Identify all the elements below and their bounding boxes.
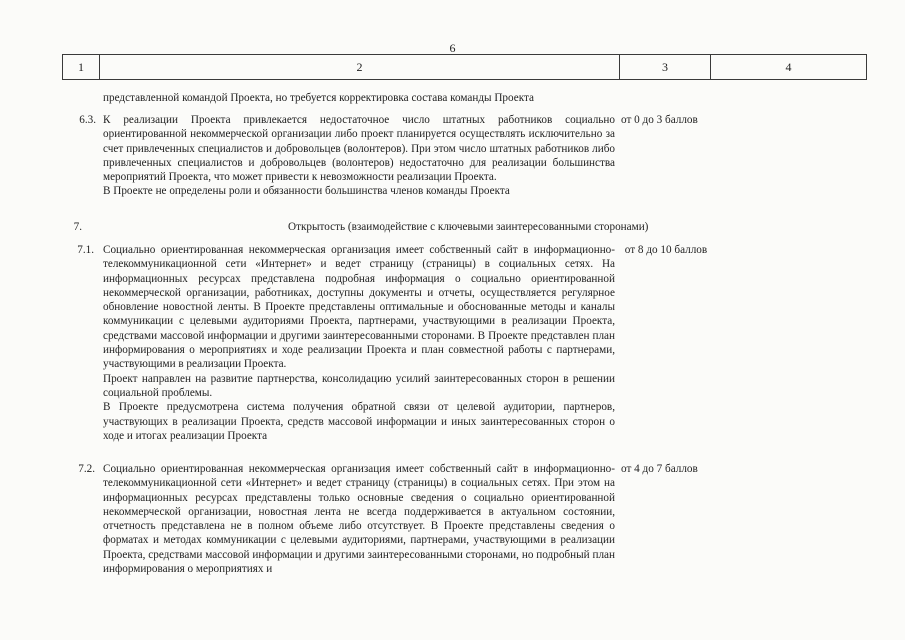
criterion-number: 7.2. (78, 463, 95, 475)
column-header-table (62, 54, 867, 80)
criterion-description (103, 243, 615, 443)
criterion-score: от 0 до 3 баллов (621, 114, 698, 126)
criterion-score: от 4 до 7 баллов (621, 463, 698, 475)
criterion-description (103, 462, 615, 576)
criterion-number: 7.1. (77, 244, 94, 256)
criterion-score: от 8 до 10 баллов (624, 244, 708, 256)
column-header-2: 2 (100, 55, 620, 80)
section-title: Открытость (взаимодействие с ключевыми заинтересованными сторонами) (288, 221, 649, 233)
paragraph: В Проекте предусмотрена система получения обратной связи от целевой аудитории, партнеров, участвующих в реализации Проекта, средств массовой информации и иных заинтересованных сторон о ходе и итогах реализации Проекта (103, 401, 615, 442)
criterion-description (103, 113, 615, 199)
paragraph: К реализации Проекта привлекается недостаточное число штатных работников социально ориентированной некоммерческой организации либо проект планируется осуществлять исключительно за счет привлеченных специалистов и добровольцев (волонтеров). При этом число штатных работников либо привлеченных специалистов и добровольцев (волонтеров) недостаточно для реализации большинства мероприятий Проекта, что может привести к невозможности реализации Проекта. (103, 114, 615, 184)
column-header-3: 3 (620, 55, 711, 80)
column-header-4: 4 (711, 55, 867, 80)
column-header-1: 1 (63, 55, 100, 80)
criterion-number: 6.3. (79, 114, 96, 126)
page-number: 6 (449, 41, 456, 55)
paragraph: Социально ориентированная некоммерческая организация имеет собственный сайт в информационно-телекоммуникационной сети «Интернет» и ведет страницу (страницы) в социальных сетях. При этом на информационных ресурсах представлены только основные сведения о социально ориентированной некоммерческой организации, новостная лента не всегда поддерживается в актуальном состоянии, отчетность представлена не в полном объеме либо отсутствует. В Проекте представлены сведения о форматах и методах коммуникации с целевыми аудиториями, партнерами, участвующими в реализации Проекта, средствами массовой информации и другими заинтересованными сторонами, но подробный план информирования о мероприятиях и (103, 463, 615, 576)
paragraph: В Проекте не определены роли и обязанности большинства членов команды Проекта (103, 185, 510, 198)
paragraph: Социально ориентированная некоммерческая организация имеет собственный сайт в информационно-телекоммуникационной сети «Интернет» и ведет страницу (страницы) в социальных сетях. На информационных ресурсах представлена подробная информация о социально ориентированной некоммерческой организации, работниках, доступны документы и отчеты, осуществляется регулярное обновление новостной ленты. В Проекте представлены оптимальные и обоснованные методы и каналы коммуникации с целевыми аудиториями Проекта, партнерами, участвующими в реализации Проекта, средствами массовой информации и другими заинтересованными сторонами. В Проекте представлен план информирования о мероприятиях и ходе реализации Проекта и план совместной работы с партнерами, участвующими в реализации Проекта. (103, 244, 615, 371)
section-number: 7. (73, 221, 82, 233)
paragraph: Проект направлен на развитие партнерства, консолидацию усилий заинтересованных сторон в решении социальной проблемы. (103, 372, 615, 399)
continuation-text: представленной командой Проекта, но требуется корректировка состава команды Проекта (103, 92, 534, 104)
